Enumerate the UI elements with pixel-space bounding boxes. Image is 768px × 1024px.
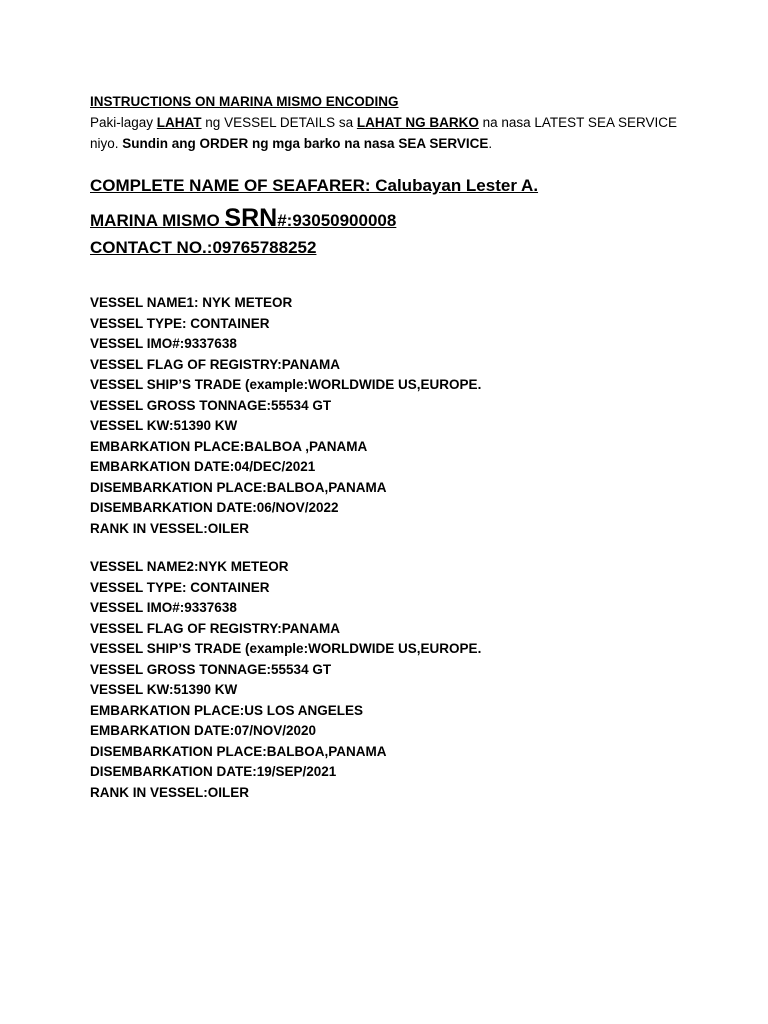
srn-line [90,203,730,236]
embarkation-place: EMBARKATION PLACE:BALBOA ,PANAMA [90,438,368,454]
instructions-text: na nasa LATEST SEA SERVICE [478,115,677,130]
embarkation-date: EMBARKATION DATE:04/DEC/2021 [90,459,316,474]
vessel-flag: VESSEL FLAG OF REGISTRY:PANAMA [90,620,341,636]
disembarkation-date: DISEMBARKATION DATE:19/SEP/2021 [90,764,337,779]
vessel-block-2 [90,557,730,803]
vessel-block-1 [90,293,730,539]
instructions-text: niyo. [90,136,123,151]
vessel-imo: VESSEL IMO#:9337638 [90,336,237,351]
srn-number: #:93050900008 [277,211,397,230]
instructions-text: Paki-lagay [90,115,157,130]
vessel-trade: VESSEL SHIP’S TRADE (example:WORLDWIDE US,EUROPE. [90,377,482,392]
document-body [90,92,730,803]
disembarkation-place: DISEMBARKATION PLACE:BALBOA,PANAMA [90,743,387,759]
emphasis-lahat: LAHAT [156,115,202,130]
instructions-text: . [488,136,493,151]
vessel-trade: VESSEL SHIP’S TRADE (example:WORLDWIDE US,EUROPE. [90,641,482,656]
contact-number: CONTACT NO.:09765788252 [90,238,317,257]
seafarer-name: COMPLETE NAME OF SEAFARER: Calubayan Lester A. [90,176,539,195]
vessel-kw: VESSEL KW:51390 KW [90,682,238,697]
srn-label: SRN [224,204,278,232]
instructions-text: ng VESSEL DETAILS sa [201,115,357,130]
vessel-gross-tonnage: VESSEL GROSS TONNAGE:55534 GT [90,661,332,677]
vessel-type: VESSEL TYPE: CONTAINER [90,579,270,595]
instructions-line-2 [90,133,730,154]
vessel-type: VESSEL TYPE: CONTAINER [90,315,270,331]
instructions-line-1 [90,112,730,133]
rank-in-vessel: RANK IN VESSEL:OILER [90,520,250,536]
emphasis-lahat-ng-barko: LAHAT NG BARKO [356,115,479,130]
vessel-name: VESSEL NAME2:NYK METEOR [90,559,289,574]
embarkation-place: EMBARKATION PLACE:US LOS ANGELES [90,702,364,718]
disembarkation-place: DISEMBARKATION PLACE:BALBOA,PANAMA [90,479,387,495]
disembarkation-date: DISEMBARKATION DATE:06/NOV/2022 [90,500,339,515]
vessel-flag: VESSEL FLAG OF REGISTRY:PANAMA [90,356,341,372]
vessel-kw: VESSEL KW:51390 KW [90,418,238,433]
srn-prefix: MARINA MISMO [90,211,225,230]
emphasis-sundin: Sundin ang ORDER ng mga barko na nasa SEA SERVICE [122,136,489,151]
vessel-name: VESSEL NAME1: NYK METEOR [90,295,293,310]
vessel-imo: VESSEL IMO#:9337638 [90,600,237,615]
embarkation-date: EMBARKATION DATE:07/NOV/2020 [90,723,317,738]
vessel-gross-tonnage: VESSEL GROSS TONNAGE:55534 GT [90,397,332,413]
rank-in-vessel: RANK IN VESSEL:OILER [90,784,250,800]
instructions-title: INSTRUCTIONS ON MARINA MISMO ENCODING [90,94,399,109]
